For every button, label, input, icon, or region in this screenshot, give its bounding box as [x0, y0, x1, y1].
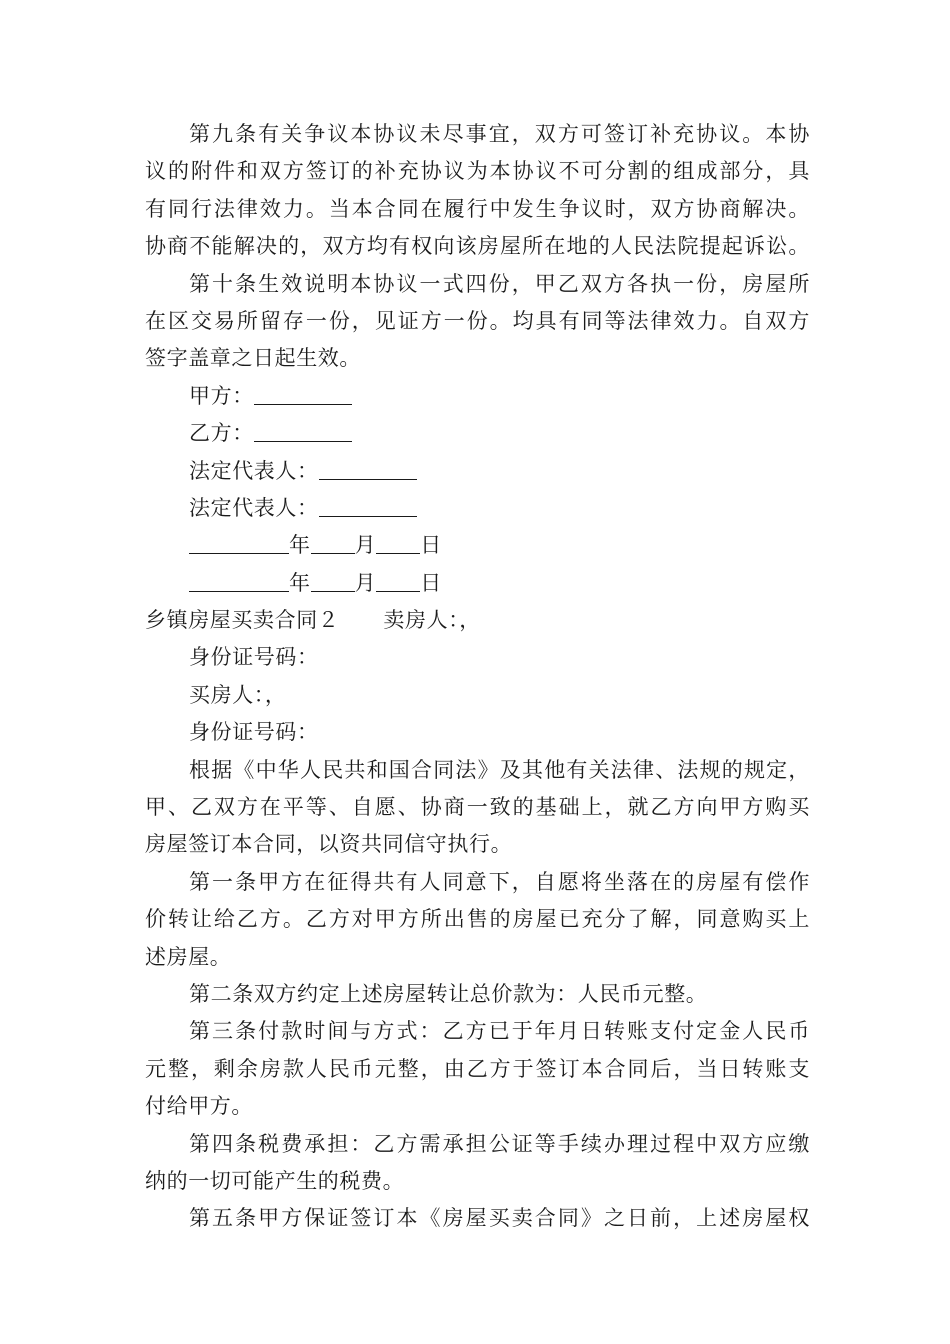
document-body — [145, 116, 810, 1238]
contract-2-heading — [145, 602, 810, 639]
article-10-line-2: 在区交易所留存一份，见证方一份。均具有同等法律效力。自双方 — [145, 308, 810, 333]
year-blank — [189, 531, 289, 554]
contract-2-title: 乡镇房屋买卖合同２ — [145, 608, 340, 633]
article-9-line-2: 议的附件和双方签订的补充协议为本协议不可分割的组成部分，具 — [145, 159, 810, 184]
article-10-line-3: 签字盖章之日起生效。 — [145, 346, 361, 371]
article-4-line-1: 第四条税费承担：乙方需承担公证等手续办理过程中双方应缴 — [189, 1131, 810, 1156]
date-line-2 — [145, 565, 810, 602]
seller-label: 卖房人：， — [383, 608, 481, 633]
article-9-line-3: 有同行法律效力。当本合同在履行中发生争议时，双方协商解决。 — [145, 196, 810, 221]
date-line-1 — [145, 527, 810, 564]
year-label: 年 — [289, 570, 311, 595]
preamble-line-3: 房屋签订本合同，以资共同信守执行。 — [145, 832, 513, 857]
article-9-line-4: 协商不能解决的，双方均有权向该房屋所在地的人民法院提起诉讼。 — [145, 234, 810, 259]
party-b-signature — [145, 415, 810, 452]
legal-rep-signature-2 — [145, 490, 810, 527]
party-a-blank — [254, 382, 352, 405]
article-2-line-1: 第二条双方约定上述房屋转让总价款为：人民币元整。 — [189, 981, 708, 1006]
article-3-line-3: 付给甲方。 — [145, 1094, 253, 1119]
article-10-line-1: 第十条生效说明本协议一式四份，甲乙双方各执一份，房屋所 — [189, 271, 810, 296]
preamble-line-2: 甲、乙双方在平等、自愿、协商一致的基础上，就乙方向甲方购买 — [145, 795, 810, 820]
article-3-line-1: 第三条付款时间与方式：乙方已于年月日转账支付定金人民币 — [189, 1019, 810, 1044]
day-blank — [376, 531, 420, 554]
article-5-line-1: 第五条甲方保证签订本《房屋买卖合同》之日前，上述房屋权 — [189, 1206, 810, 1231]
legal-rep-blank-2 — [319, 494, 417, 517]
article-9-line-1: 第九条有关争议本协议未尽事宜，双方可签订补充协议。本协 — [189, 122, 810, 146]
party-b-blank — [254, 419, 352, 442]
seller-id-line: 身份证号码： — [189, 645, 319, 670]
day-blank — [376, 569, 420, 592]
month-label: 月 — [354, 570, 377, 595]
article-1-line-1: 第一条甲方在征得共有人同意下，自愿将坐落在的房屋有偿作 — [189, 869, 810, 894]
buyer-line: 买房人：， — [189, 682, 287, 707]
month-blank — [311, 569, 355, 592]
buyer-id-line: 身份证号码： — [189, 720, 319, 745]
party-a-label: 甲方： — [189, 383, 254, 408]
article-1-line-3: 述房屋。 — [145, 944, 232, 969]
article-1-line-2: 价转让给乙方。乙方对甲方所出售的房屋已充分了解，同意购买上 — [145, 907, 810, 932]
day-label: 日 — [420, 570, 442, 595]
year-label: 年 — [289, 533, 311, 558]
legal-rep-blank-1 — [319, 457, 417, 480]
party-a-signature — [145, 378, 810, 415]
party-b-label: 乙方： — [189, 421, 254, 446]
preamble-line-1: 根据《中华人民共和国合同法》及其他有关法律、法规的规定， — [189, 757, 810, 782]
article-3-line-2: 元整，剩余房款人民币元整，由乙方于签订本合同后，当日转账支 — [145, 1056, 810, 1081]
article-4-line-2: 纳的一切可能产生的税费。 — [145, 1168, 405, 1193]
legal-rep-label-2: 法定代表人： — [189, 495, 319, 520]
month-label: 月 — [354, 533, 377, 558]
legal-rep-label-1: 法定代表人： — [189, 458, 319, 483]
month-blank — [311, 531, 355, 554]
legal-rep-signature-1 — [145, 453, 810, 490]
year-blank — [189, 569, 289, 592]
day-label: 日 — [420, 533, 442, 558]
